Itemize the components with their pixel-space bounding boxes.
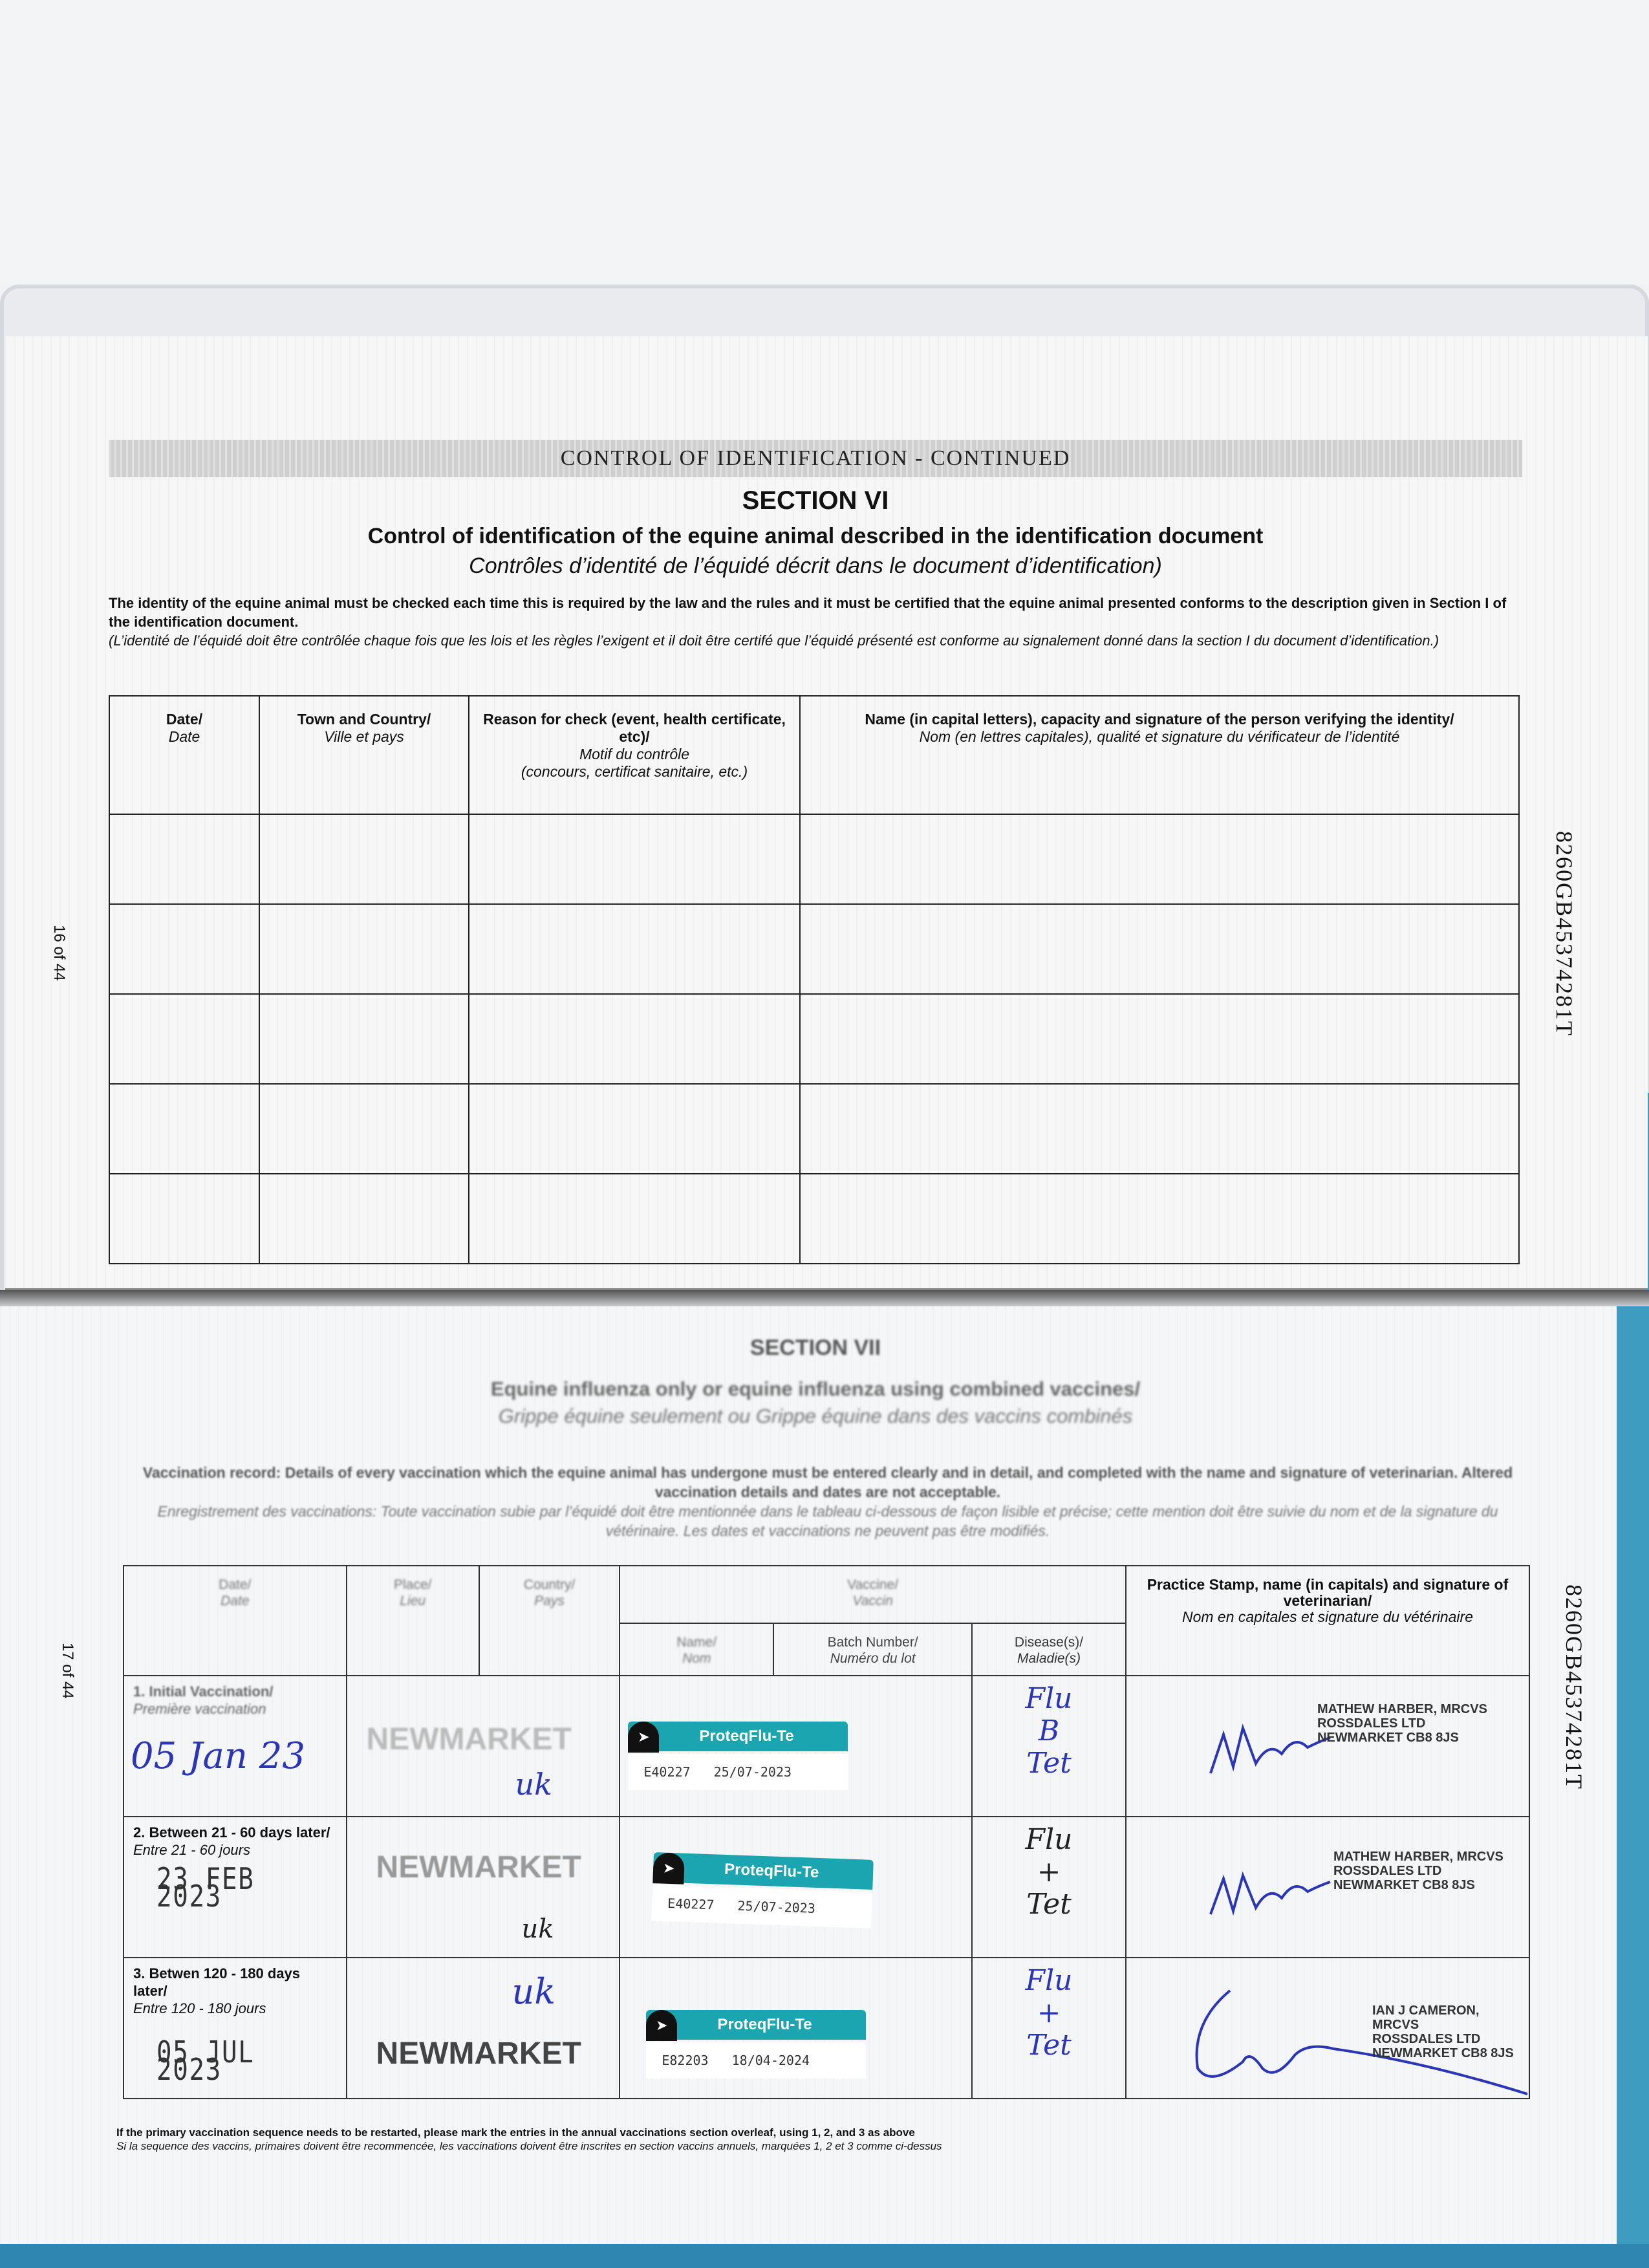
page-number-17: 17 of 44 xyxy=(59,1643,76,1699)
vet-signature-1 xyxy=(1204,1702,1333,1799)
cell[interactable] xyxy=(259,1084,469,1174)
vaccine-brand-icon: ➤ xyxy=(628,1722,659,1753)
col-batch xyxy=(773,1623,972,1676)
cell[interactable] xyxy=(259,994,469,1084)
disease-line: Tet xyxy=(1026,1747,1072,1780)
vacc-disease-cell-1[interactable] xyxy=(972,1676,1126,1817)
lot-number: E40227 xyxy=(643,1764,691,1780)
vacc-label-cell-3[interactable] xyxy=(620,1958,972,2099)
col-vaccine-name xyxy=(620,1623,773,1676)
footnote-fr: Si la sequence des vaccins, primaires doivent être recommencée, les vaccinations doivent être inscrites en section vaccins annuels, marquées 1, 2 et 3 comme ci-dessus xyxy=(116,2140,942,2152)
section-vi-subtitle: Control of identification of the equine animal described in the identification document xyxy=(367,524,1264,548)
col-vacc-date-fr: Date xyxy=(221,1593,250,1608)
vaccine-sticker-3 xyxy=(646,2010,866,2081)
section-vii-subtitle: Equine influenza only or equine influenza using combined vaccines/ xyxy=(490,1377,1141,1400)
vacc-label-cell-1[interactable] xyxy=(620,1676,972,1817)
expiry-date: 25/07-2023 xyxy=(713,1764,792,1780)
page-number-16: 16 of 44 xyxy=(50,925,68,981)
vacc-header-row-1 xyxy=(124,1566,1529,1623)
vaccine-sticker-name: ProteqFlu-Te xyxy=(646,2010,866,2040)
col-country-en: Country/ xyxy=(523,1577,576,1592)
table-row xyxy=(109,904,1519,994)
row-3-place: NEWMARKET xyxy=(376,2036,581,2071)
section-vii-title: SECTION VII xyxy=(749,1335,881,1360)
col-disease-en: Disease(s)/ xyxy=(1014,1635,1084,1650)
row-2-date-stamp: 23 FEB 2023 xyxy=(156,1861,255,1914)
row-1-label: 1. Initial Vaccination/ xyxy=(133,1683,274,1700)
row-2-place: NEWMARKET xyxy=(376,1850,581,1885)
section-vi-intro: The identity of the equine animal must be checked each time this is required by the law and the rules and it must be certified that the equine animal presented conforms to the description given in Section I of the identification document. xyxy=(109,595,1507,630)
vaccination-table xyxy=(123,1565,1530,2099)
disease-line: + xyxy=(1037,1996,1061,2029)
col-town-country xyxy=(259,696,469,814)
scanner-background xyxy=(0,0,1649,285)
vacc-disease-cell-3[interactable] xyxy=(972,1958,1126,2099)
row-1-label-fr: Première vaccination xyxy=(133,1701,266,1717)
cell[interactable] xyxy=(469,904,800,994)
banner-text: CONTROL OF IDENTIFICATION - CONTINUED xyxy=(560,446,1071,470)
col-reason-fr-extra: (concours, certificat sanitaire, etc.) xyxy=(521,763,748,780)
col-vaccine xyxy=(620,1566,1126,1623)
col-reason-en: Reason for check (event, health certificate, etc)/ xyxy=(483,711,786,745)
disease-line: + xyxy=(1037,1855,1061,1888)
row-1-date: 05 Jan 23 xyxy=(131,1735,306,1777)
vet-signature-2 xyxy=(1204,1850,1333,1940)
cell[interactable] xyxy=(469,994,800,1084)
cell[interactable] xyxy=(109,814,259,904)
vaccine-sticker-lot xyxy=(628,1754,848,1790)
row-1-place: NEWMARKET xyxy=(366,1722,572,1756)
scanner-blue-bottom xyxy=(0,2244,1649,2268)
section-vii-subtitle-fr: Grippe équine seulement ou Grippe équine dans des vaccins combinés xyxy=(498,1405,1133,1427)
vacc-place-country-cell-3[interactable] xyxy=(347,1958,620,2099)
col-vaccine-name-fr: Nom xyxy=(682,1651,711,1666)
section-banner xyxy=(109,440,1522,477)
vacc-vet-cell-2[interactable] xyxy=(1126,1817,1529,1958)
cell[interactable] xyxy=(109,1174,259,1264)
vaccine-sticker-name: ProteqFlu-Te xyxy=(653,1852,874,1890)
page-fold-shadow xyxy=(0,1290,1649,1306)
cell[interactable] xyxy=(259,814,469,904)
vaccine-sticker-2 xyxy=(652,1852,874,1931)
vaccination-row-3 xyxy=(124,1958,1529,2099)
col-vaccine-name-en: Name/ xyxy=(676,1635,717,1650)
col-verifier xyxy=(800,696,1519,814)
col-vacc-date xyxy=(124,1566,347,1676)
vacc-label-cell-2[interactable] xyxy=(620,1817,972,1958)
cell[interactable] xyxy=(109,1084,259,1174)
disease-line: Flu xyxy=(1025,1823,1073,1856)
col-country-fr: Pays xyxy=(534,1593,565,1608)
vet-stamp-3: IAN J CAMERON, MRCVS ROSSDALES LTD NEWMARKET CB8 8JS xyxy=(1372,2003,1514,2060)
table-row xyxy=(109,994,1519,1084)
vaccine-sticker-name: ProteqFlu-Te xyxy=(628,1722,848,1751)
expiry-date: 18/04-2024 xyxy=(731,2053,810,2068)
vacc-date-cell-2[interactable] xyxy=(124,1817,347,1958)
col-batch-fr: Numéro du lot xyxy=(830,1651,916,1666)
table-row xyxy=(109,814,1519,904)
row-2-label-fr: Entre 21 - 60 jours xyxy=(133,1842,250,1858)
vaccine-sticker-lot xyxy=(646,2042,866,2079)
col-place-fr: Lieu xyxy=(400,1593,426,1608)
row-1-country: uk xyxy=(515,1767,553,1802)
col-reason-fr: Motif du contrôle xyxy=(579,746,690,762)
col-vacc-date-en: Date/ xyxy=(219,1577,252,1592)
vacc-vet-cell-3[interactable] xyxy=(1126,1958,1529,2099)
section-vi-title: SECTION VI xyxy=(742,486,889,515)
col-batch-en: Batch Number/ xyxy=(827,1635,918,1650)
cell[interactable] xyxy=(800,814,1519,904)
row-3-label: 3. Betwen 120 - 180 days later/ xyxy=(133,1965,301,1999)
row-2-country: uk xyxy=(521,1914,554,1944)
cell[interactable] xyxy=(259,904,469,994)
row-2-label: 2. Between 21 - 60 days later/ xyxy=(133,1824,330,1841)
col-place xyxy=(347,1566,479,1676)
identity-check-table xyxy=(109,695,1520,1264)
cell[interactable] xyxy=(109,994,259,1084)
passport-number-top: 8260GB45374281T xyxy=(1551,831,1577,1037)
section-vi-intro-fr: (L’identité de l’équidé doit être contrôlée chaque fois que les lois et les règles l’exigent et il doit être certifé que l’équidé présenté est conforme au signalement donné dans la section I du document d’identification.) xyxy=(109,632,1439,649)
cell[interactable] xyxy=(259,1174,469,1264)
passport-number-bottom: 8260GB45374281T xyxy=(1561,1584,1587,1790)
col-date-fr: Date xyxy=(168,728,200,745)
lot-number: E40227 xyxy=(667,1895,715,1913)
vacc-date-cell-3[interactable] xyxy=(124,1958,347,2099)
col-date xyxy=(109,696,259,814)
col-practice-stamp xyxy=(1126,1566,1529,1676)
disease-line: Tet xyxy=(1026,2029,1072,2062)
col-vaccine-fr: Vaccin xyxy=(852,1593,893,1608)
col-vaccine-en: Vaccine/ xyxy=(847,1577,899,1592)
expiry-date: 25/07-2023 xyxy=(737,1897,816,1916)
vaccine-brand-icon: ➤ xyxy=(646,2010,677,2041)
identity-check-header-row xyxy=(109,696,1519,814)
vaccine-brand-icon: ➤ xyxy=(653,1852,685,1885)
cell[interactable] xyxy=(800,994,1519,1084)
col-town-fr: Ville et pays xyxy=(324,728,404,745)
cell[interactable] xyxy=(800,1174,1519,1264)
row-3-country: uk xyxy=(512,1971,556,2012)
section-vii-intro: Vaccination record: Details of every vaccination which the equine animal has undergone must be entered clearly and in detail, and completed with the name and signature of veterinarian. Altered vaccination details and dates are not acceptable. xyxy=(142,1464,1513,1500)
vaccination-row-2 xyxy=(124,1817,1529,1958)
vaccine-sticker-1 xyxy=(628,1722,848,1793)
row-3-label-fr: Entre 120 - 180 jours xyxy=(133,2000,266,2016)
vet-stamp-1: MATHEW HARBER, MRCVS ROSSDALES LTD NEWMARKET CB8 8JS xyxy=(1317,1702,1487,1745)
disease-line: Flu xyxy=(1025,1682,1073,1715)
vet-stamp-2: MATHEW HARBER, MRCVS ROSSDALES LTD NEWMARKET CB8 8JS xyxy=(1333,1850,1503,1892)
row-3-date-stamp: 05 JUL 2023 xyxy=(156,2035,255,2087)
col-town-en: Town and Country/ xyxy=(297,711,431,728)
table-row xyxy=(109,1174,1519,1264)
col-country xyxy=(479,1566,620,1676)
vaccination-row-1 xyxy=(124,1676,1529,1817)
vaccine-sticker-lot xyxy=(652,1885,873,1928)
col-practice-en: Practice Stamp, name (in capitals) and signature of veterinarian/ xyxy=(1147,1576,1509,1609)
col-verifier-fr: Nom (en lettres capitales), qualité et signature du vérificateur de l’identité xyxy=(919,728,1400,745)
disease-line: B xyxy=(1038,1714,1060,1747)
col-disease xyxy=(972,1623,1126,1676)
section-vi-subtitle-fr: Contrôles d’identité de l’équidé décrit dans le document d’identification) xyxy=(469,554,1162,578)
vacc-place-country-cell-1[interactable] xyxy=(347,1676,620,1817)
vacc-place-country-cell-2[interactable] xyxy=(347,1817,620,1958)
cell[interactable] xyxy=(469,1174,800,1264)
col-date-en: Date/ xyxy=(166,711,203,728)
col-reason xyxy=(469,696,800,814)
lot-number: E82203 xyxy=(662,2053,709,2068)
cell[interactable] xyxy=(109,904,259,994)
disease-line: Flu xyxy=(1025,1964,1073,1997)
cell[interactable] xyxy=(800,1084,1519,1174)
footnote: If the primary vaccination sequence needs to be restarted, please mark the entries in the annual vaccinations section overleaf, using 1, 2, and 3 as above xyxy=(116,2126,915,2139)
cell[interactable] xyxy=(800,904,1519,994)
col-practice-fr: Nom en capitales et signature du vétérinaire xyxy=(1181,1608,1473,1625)
vacc-date-cell-1[interactable] xyxy=(124,1676,347,1817)
vacc-disease-cell-2[interactable] xyxy=(972,1817,1126,1958)
col-verifier-en: Name (in capital letters), capacity and signature of the person verifying the identity/ xyxy=(865,711,1454,728)
table-row xyxy=(109,1084,1519,1174)
section-vii-intro-fr: Enregistrement des vaccinations: Toute vaccination subie par l’équidé doit être mentionnée dans le tableau ci-dessous de façon lisible et précise; cette mention doit être suivie du nom et de la signature du vétérinaire. Les dates et vaccinations ne peuvent pas être modifiés. xyxy=(157,1503,1498,1539)
vacc-vet-cell-1[interactable] xyxy=(1126,1676,1529,1817)
col-place-en: Place/ xyxy=(394,1577,432,1592)
col-disease-fr: Maladie(s) xyxy=(1017,1651,1081,1666)
disease-line: Tet xyxy=(1026,1888,1072,1921)
cell[interactable] xyxy=(469,814,800,904)
cell[interactable] xyxy=(469,1084,800,1174)
